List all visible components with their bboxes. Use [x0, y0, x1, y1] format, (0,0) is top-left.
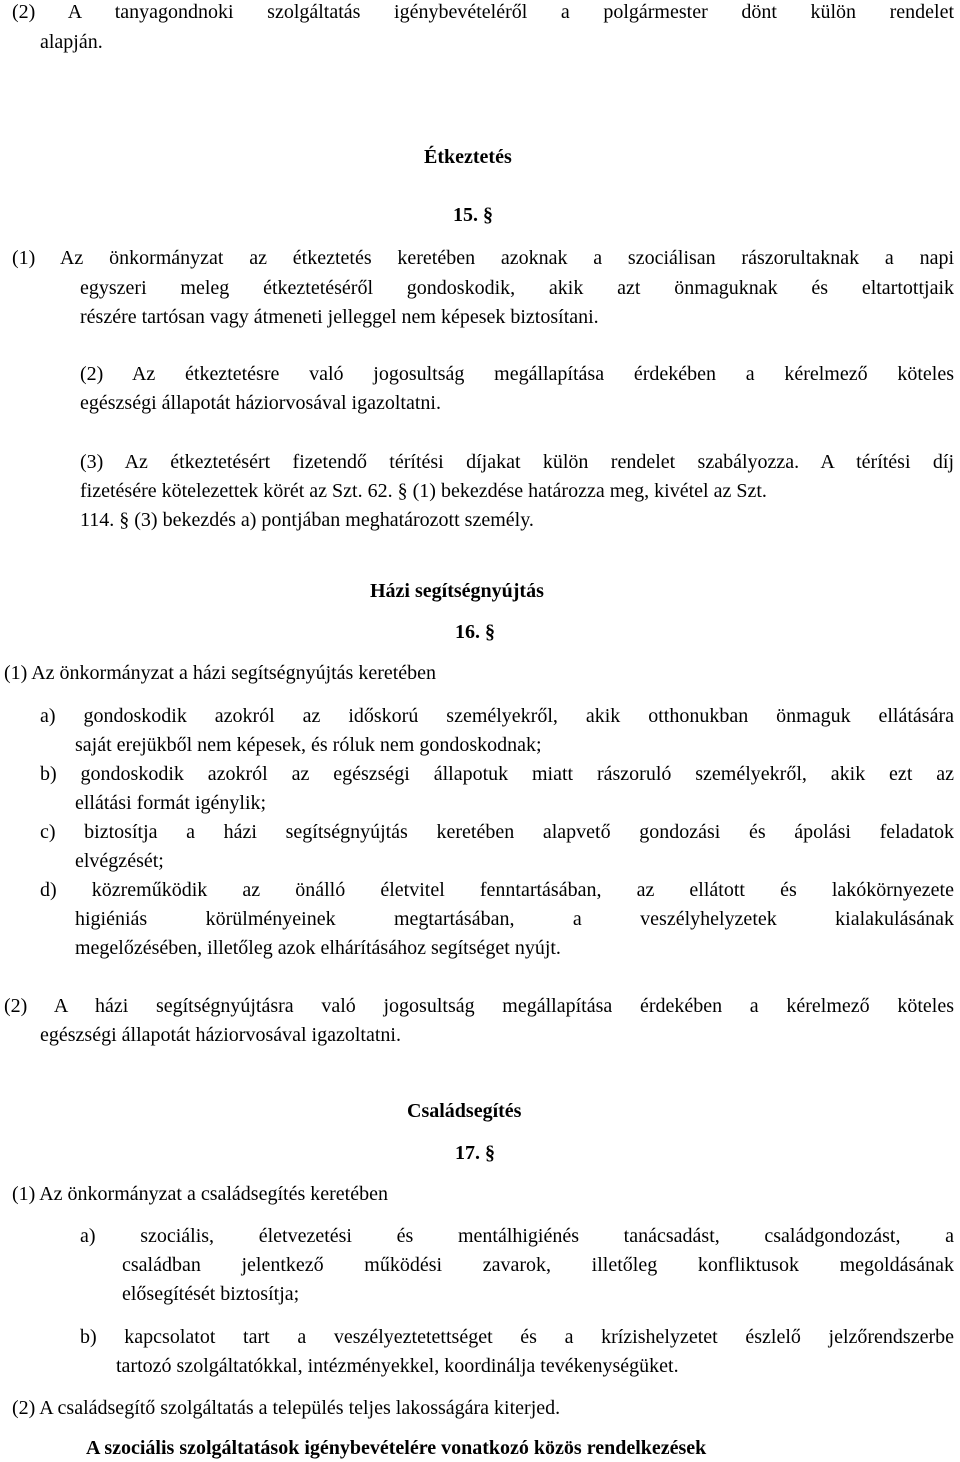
list-item-line: a) szociális, életvezetési és mentálhigiénés tanácsadást, családgondozást, a: [80, 1225, 954, 1247]
list-item-line: tartozó szolgáltatókkal, intézményekkel, koordinálja tevékenységüket.: [116, 1355, 679, 1377]
paragraph-line: alapján.: [40, 31, 103, 53]
paragraph-line: egészségi állapotát háziorvosával igazoltatni.: [40, 1024, 401, 1046]
list-item-line: ellátási formát igénylik;: [75, 792, 267, 814]
list-item-line: a) gondoskodik azokról az időskorú személyekről, akik otthonukban önmaguk ellátására: [40, 705, 954, 727]
list-item-line: d) közreműködik az önálló életvitel fenntartásában, az ellátott és lakókörnyezete: [40, 879, 954, 901]
list-item-line: b) kapcsolatot tart a veszélyeztetettséget és a krízishelyzetet észlelő jelzőrendszerbe: [80, 1326, 954, 1348]
list-item-line: elősegítését biztosítja;: [122, 1283, 300, 1305]
list-item-line: családban jelentkező működési zavarok, illetőleg konfliktusok megoldásának: [122, 1254, 954, 1276]
section-heading: Családsegítés: [407, 1100, 522, 1122]
paragraph-line: (1) Az önkormányzat az étkeztetés keretében azoknak a szociálisan rászorultaknak a napi: [12, 247, 954, 269]
section-number: 16. §: [455, 621, 495, 643]
paragraph-line: (1) Az önkormányzat a családsegítés keretében: [12, 1183, 388, 1205]
list-item-line: saját erejükből nem képesek, és róluk nem gondoskodnak;: [75, 734, 542, 756]
section-heading: Étkeztetés: [424, 146, 512, 168]
paragraph-line: 114. § (3) bekezdés a) pontjában meghatározott személy.: [80, 509, 534, 531]
paragraph-line: (1) Az önkormányzat a házi segítségnyújtás keretében: [4, 662, 437, 684]
list-item-line: higiéniás körülményeinek megtartásában, a veszélyhelyzetek kialakulásának: [75, 908, 954, 930]
paragraph-line: (2) Az étkeztetésre való jogosultság megállapítása érdekében a kérelmező köteles: [80, 363, 954, 385]
section-heading: Házi segítségnyújtás: [370, 580, 544, 602]
paragraph-line: részére tartósan vagy átmeneti jelleggel nem képesek biztosítani.: [80, 306, 599, 328]
paragraph-line: fizetésére kötelezettek körét az Szt. 62. § (1) bekezdése határozza meg, kivétel az Szt.: [80, 480, 767, 502]
list-item-line: b) gondoskodik azokról az egészségi állapotuk miatt rászoruló személyekről, akik ezt az: [40, 763, 954, 785]
section-number: 17. §: [455, 1142, 495, 1164]
paragraph-line: egészségi állapotát háziorvosával igazoltatni.: [80, 392, 441, 414]
list-item-line: c) biztosítja a házi segítségnyújtás keretében alapvető gondozási és ápolási feladatok: [40, 821, 954, 843]
section-number: 15. §: [453, 204, 493, 226]
list-item-line: megelőzésében, illetőleg azok elhárításához segítséget nyújt.: [75, 937, 561, 959]
section-heading: A szociális szolgáltatások igénybevételére vonatkozó közös rendelkezések: [86, 1437, 707, 1459]
paragraph-line: (2) A házi segítségnyújtásra való jogosultság megállapítása érdekében a kérelmező köteles: [4, 995, 954, 1017]
list-item-line: elvégzését;: [75, 850, 164, 872]
paragraph-line: (2) A családsegítő szolgáltatás a település teljes lakosságára kiterjed.: [12, 1397, 561, 1419]
paragraph-line: egyszeri meleg étkeztetéséről gondoskodik, akik azt önmaguknak és eltartottjaik: [80, 277, 954, 299]
paragraph-line: (3) Az étkeztetésért fizetendő térítési díjakat külön rendelet szabályozza. A térítési díj: [80, 451, 954, 473]
paragraph-line: (2) A tanyagondnoki szolgáltatás igénybevételéről a polgármester dönt külön rendelet: [12, 1, 954, 23]
